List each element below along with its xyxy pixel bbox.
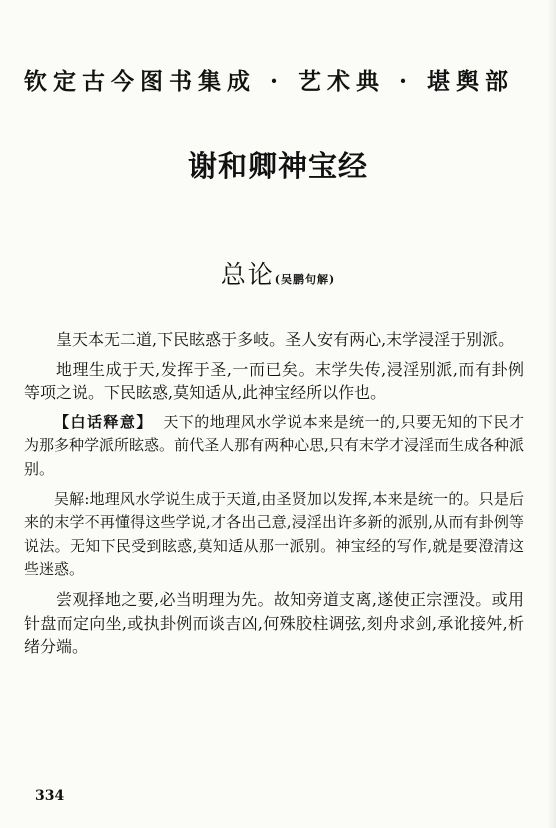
paragraph-1: 皇天本无二道,下民眩惑于多岐。圣人安有两心,末学浸淫于别派。: [56, 330, 515, 349]
page-number: 334: [35, 788, 65, 804]
section-heading: [0, 255, 556, 291]
paraphrase-text: 天下的地理风水学说本来是统一的,只要无知的下民才为那多种学派所眩惑。前代圣人那有两种心思,只有末学才浸淫而生成各种派别。: [24, 412, 524, 478]
page-edge-shadow: [548, 0, 556, 828]
section-title: 总论: [220, 260, 275, 289]
chapter-title: 谢和卿神宝经: [187, 149, 368, 183]
paragraph-2: 地理生成于天,发挥于圣,一而已矣。末学失传,浸淫别派,而有卦例等项之说。下民眩惑,莫知适从,此神宝经所以作也。: [24, 359, 524, 403]
paragraph-3: [24, 411, 524, 482]
paragraph-4: 吴解:地理风水学说生成于天道,由圣贤加以发挥,本来是统一的。只是后来的末学不再懂得这些学说,才各出己意,浸淫出许多新的派别,从而有卦例等说法。无知下民受到眩惑,莫知适从那一派别。神宝经的写作,就是要澄清这些迷惑。: [24, 489, 524, 579]
section-note: (吴鹏句解): [274, 273, 336, 286]
paragraph-5: 尝观择地之要,必当明理为先。故知旁道支离,遂使正宗湮没。或用针盘而定向坐,或执卦例而谈吉凶,何殊胶柱调弦,刻舟求剑,承讹接舛,析绪分端。: [24, 589, 524, 657]
paraphrase-label: 【白话释意】: [54, 412, 153, 431]
body-text: [24, 328, 524, 665]
running-head: 钦定古今图书集成 · 艺术典 · 堪舆部: [24, 68, 515, 95]
